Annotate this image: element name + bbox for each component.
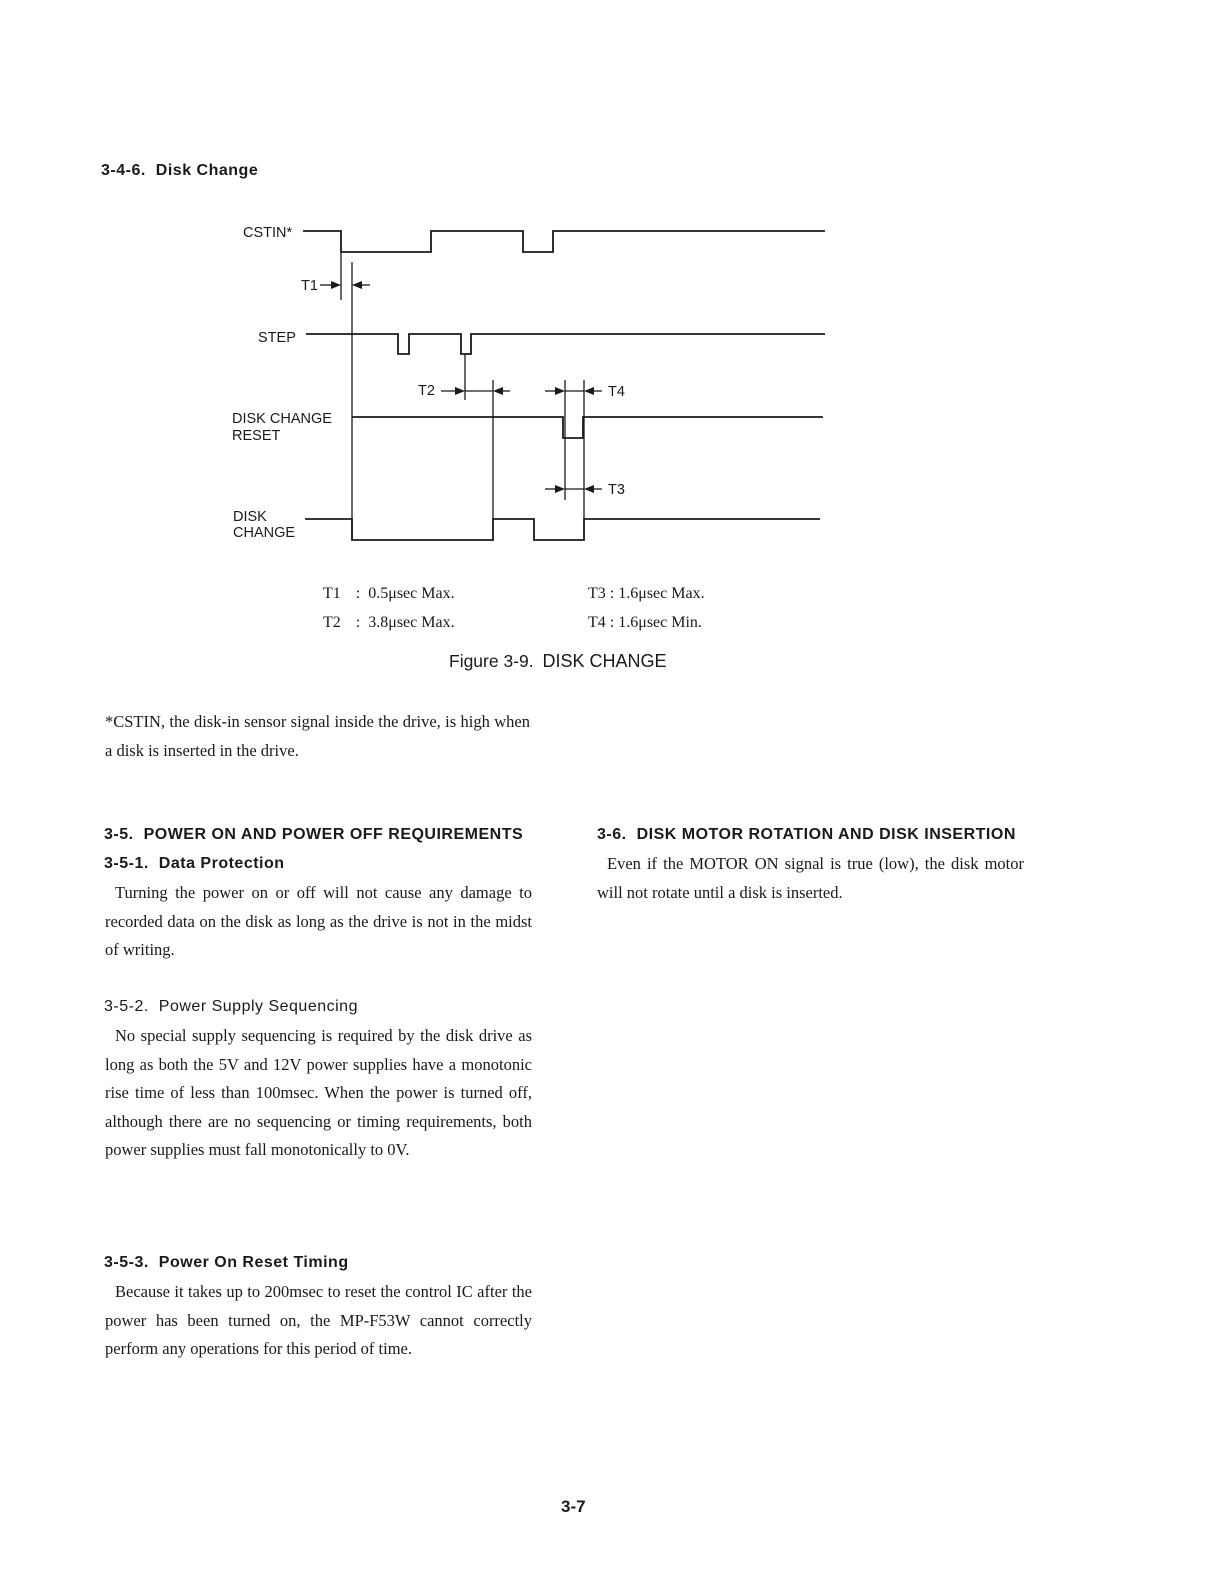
timing-label-t1: T1 — [301, 278, 318, 294]
waveform-disk-change-reset — [352, 417, 823, 438]
t4-arrow-left-icon — [555, 387, 565, 395]
timing-separator: : — [609, 614, 615, 631]
timing-value: 0.5μsec Max. — [368, 585, 455, 602]
signal-label-step: STEP — [258, 330, 296, 346]
signal-label-reset-1: DISK CHANGE — [232, 411, 332, 427]
signal-label-change-1: DISK — [233, 509, 267, 525]
section-title: Data Protection — [158, 855, 285, 872]
disk-change-timing-diagram — [0, 0, 1224, 560]
section-heading-3-5-1 — [104, 855, 285, 873]
section-body-3-5-1: Turning the power on or off will not cause any damage to recorded data on the disk as long as the drive is not in the midst of writing. — [105, 883, 532, 960]
timing-separator: : — [355, 614, 361, 631]
signal-label-cstin: CSTIN* — [243, 225, 293, 241]
section-body-3-6: Even if the MOTOR ON signal is true (low), the disk motor will not rotate until a disk is inserted. — [597, 854, 1024, 902]
timing-spec-t3 — [588, 585, 705, 603]
t2-arrow-left-icon — [455, 387, 465, 395]
timing-separator: : — [609, 585, 615, 602]
section-title: POWER ON AND POWER OFF REQUIREMENTS — [143, 826, 524, 843]
section-title: Disk Change — [155, 162, 259, 179]
t1-arrow-left-icon — [331, 281, 341, 289]
t2-arrow-right-icon — [493, 387, 503, 395]
section-number: 3-5. — [104, 826, 134, 843]
signal-label-reset-2: RESET — [232, 428, 281, 444]
section-number: 3-6. — [597, 826, 627, 843]
timing-name: T2 — [323, 614, 341, 631]
timing-spec-t1 — [323, 585, 455, 603]
signal-label-change-2: CHANGE — [233, 525, 296, 541]
timing-value: 1.6μsec Max. — [618, 585, 705, 602]
timing-label-t2: T2 — [418, 383, 435, 399]
waveform-step — [306, 334, 825, 354]
section-heading-3-6 — [597, 826, 1016, 844]
t4-arrow-right-icon — [584, 387, 594, 395]
figure-caption — [449, 651, 667, 672]
t3-arrow-left-icon — [555, 485, 565, 493]
page-number: 3-7 — [561, 1497, 586, 1516]
section-body-3-5-3: Because it takes up to 200msec to reset the control IC after the power has been turned on, the MP-F53W cannot correctly perform any operations for this period of time. — [105, 1282, 532, 1359]
section-heading-3-5-3 — [104, 1254, 349, 1272]
timing-name: T1 — [323, 585, 341, 602]
section-number: 3-5-3. — [104, 1254, 149, 1271]
section-number: 3-4-6. — [101, 162, 146, 179]
timing-name: T4 — [588, 614, 606, 631]
section-title: DISK MOTOR ROTATION AND DISK INSERTION — [636, 826, 1016, 843]
timing-value: 1.6μsec Min. — [618, 614, 702, 631]
timing-value: 3.8μsec Max. — [368, 614, 455, 631]
timing-label-t3: T3 — [608, 482, 625, 498]
timing-spec-t4 — [588, 614, 702, 632]
timing-name: T3 — [588, 585, 606, 602]
t1-arrow-right-icon — [352, 281, 362, 289]
t3-arrow-right-icon — [584, 485, 594, 493]
section-title: Power On Reset Timing — [158, 1254, 349, 1271]
figure-caption-title: DISK CHANGE — [542, 651, 667, 671]
section-body-3-5-2: No special supply sequencing is required by the disk drive as long as both the 5V and 12V power supplies have a monotonic rise time of less than 100msec. When the power is turned off, although there are no sequencing or timing requirements, both power supplies must fall monotonically to 0V. — [105, 1026, 532, 1160]
waveform-disk-change — [305, 519, 820, 540]
footnote-cstin: *CSTIN, the disk-in sensor signal inside the drive, is high when a disk is inserted in the drive. — [105, 712, 530, 760]
section-title: Power Supply Sequencing — [158, 998, 358, 1015]
section-heading-3-5 — [104, 826, 523, 844]
section-number: 3-5-2. — [104, 998, 149, 1015]
waveform-cstin — [303, 231, 825, 252]
section-heading-3-5-2 — [104, 998, 358, 1016]
section-number: 3-5-1. — [104, 855, 149, 872]
timing-spec-t2 — [323, 614, 455, 632]
timing-separator: : — [355, 585, 361, 602]
timing-label-t4: T4 — [608, 384, 625, 400]
figure-caption-prefix: Figure 3-9. — [449, 651, 534, 671]
